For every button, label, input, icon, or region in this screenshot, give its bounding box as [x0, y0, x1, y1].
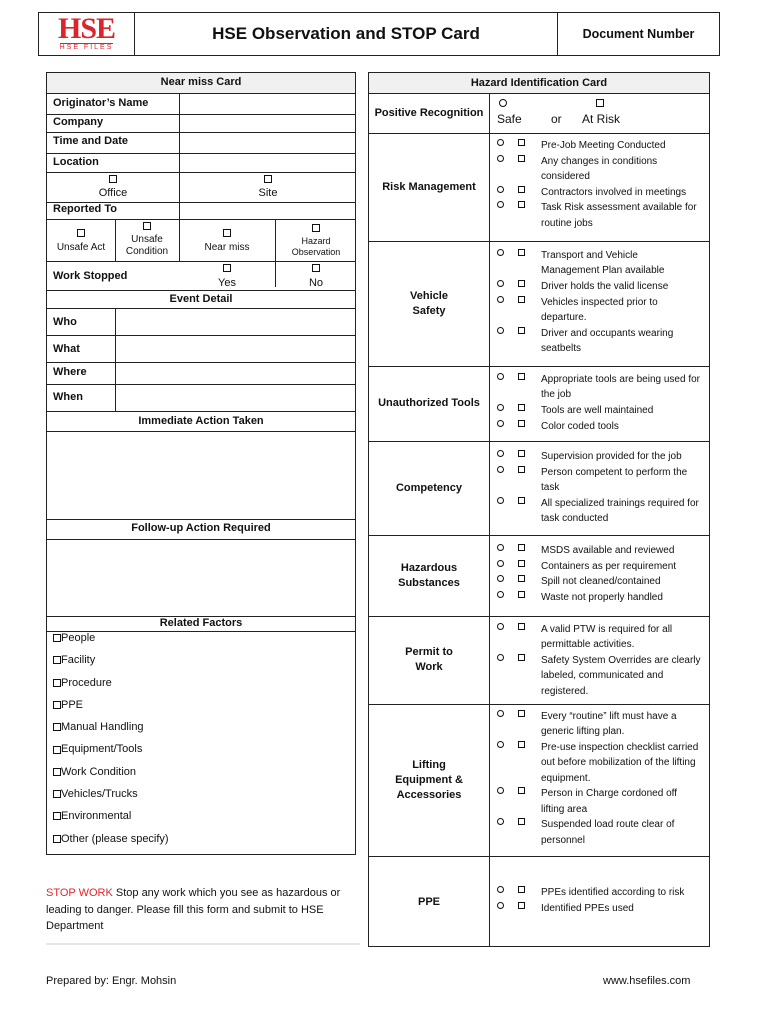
unauthorized-tools-label: Unauthorized Tools [378, 397, 480, 409]
site-label: Site [258, 187, 278, 199]
logo-main-text: HSE [57, 12, 116, 45]
permit-to-work-label: Permit to Work [405, 646, 453, 673]
or-label: or [551, 112, 562, 126]
hazard-item[interactable]: Pre-Job Meeting Conducted [497, 138, 705, 153]
hazard-identification-card [368, 72, 710, 947]
hazard-item[interactable]: Spill not cleaned/contained [497, 574, 705, 589]
hazard-item[interactable]: PPEs identified according to risk [497, 885, 705, 900]
hazard-card-title: Hazard Identification Card [470, 77, 608, 89]
safe-radio[interactable] [499, 97, 507, 110]
hazard-item[interactable]: Waste not properly handled [497, 590, 705, 605]
hazard-item[interactable]: Transport and Vehicle Management Plan available [497, 248, 677, 279]
yes-checkbox[interactable] [179, 262, 275, 275]
hazardous-substances-row [369, 535, 709, 616]
site-checkbox[interactable] [179, 173, 357, 186]
near-miss-checkbox[interactable] [179, 227, 275, 240]
hazard-observation-label: Hazard Observation [291, 236, 341, 257]
factor-item[interactable]: Manual Handling [53, 721, 351, 743]
time-date-field[interactable] [180, 133, 355, 153]
hazard-item[interactable]: Color coded tools [497, 419, 705, 434]
hazard-item[interactable]: Driver and occupants wearing seatbelts [497, 326, 697, 357]
lifting-equipment-label: Lifting Equipment & Accessories [395, 758, 463, 801]
no-label: No [308, 277, 324, 289]
unsafe-condition-label: Unsafe Condition [125, 234, 169, 257]
page-title: HSE Observation and STOP Card [212, 24, 480, 43]
related-factors-list [53, 632, 351, 855]
work-stopped-label: Work Stopped [53, 270, 128, 282]
stop-work-label: STOP WORK [46, 887, 113, 899]
competency-label: Competency [395, 481, 463, 494]
factor-item[interactable]: PPE [53, 699, 351, 721]
reported-to-field[interactable] [180, 203, 355, 219]
hazard-item[interactable]: Suspended load route clear of personnel [497, 817, 697, 848]
hazard-item[interactable]: Vehicles inspected prior to departure. [497, 295, 672, 326]
hazard-item[interactable]: Person in Charge cordoned off lifting area [497, 786, 697, 817]
what-field[interactable] [116, 336, 355, 361]
unsafe-condition-checkbox[interactable] [115, 220, 179, 233]
header [38, 12, 720, 56]
stop-work-text: Stop any work which you see as hazardous or leading to danger. Please fill this form and submit to HSE Department [46, 887, 341, 932]
who-field[interactable] [116, 309, 355, 334]
hazard-item[interactable]: Contractors involved in meetings [497, 185, 705, 200]
divider [46, 943, 360, 945]
unauthorized-tools-row [369, 366, 709, 441]
event-detail-heading: Event Detail [169, 293, 233, 305]
hse-logo [39, 13, 135, 55]
factor-item[interactable]: Vehicles/Trucks [53, 788, 351, 810]
no-checkbox[interactable] [275, 262, 357, 275]
reported-to-label: Reported To [53, 203, 117, 215]
near-miss-label: Near miss [204, 242, 250, 253]
where-field[interactable] [116, 363, 355, 384]
risk-management-row [369, 133, 709, 241]
permit-to-work-row [369, 616, 709, 704]
factor-item[interactable]: Equipment/Tools [53, 743, 351, 765]
where-label: Where [53, 366, 87, 378]
vehicle-safety-label: Vehicle Safety [410, 289, 448, 317]
vehicle-safety-row [369, 241, 709, 366]
prepared-by: Prepared by: Engr. Mohsin [46, 975, 177, 987]
originator-name-label: Originator’s Name [53, 97, 149, 109]
competency-row [369, 441, 709, 535]
hazard-item[interactable]: Tools are well maintained [497, 403, 705, 418]
immediate-action-field[interactable] [48, 432, 354, 518]
website-link[interactable]: www.hsefiles.com [603, 975, 691, 987]
when-label: When [53, 391, 83, 403]
near-miss-title: Near miss Card [160, 76, 242, 88]
hazard-item[interactable]: Identified PPEs used [497, 901, 705, 916]
office-label: Office [98, 187, 128, 199]
location-label: Location [53, 156, 99, 168]
who-label: Who [53, 316, 77, 328]
follow-up-heading: Follow-up Action Required [131, 522, 271, 534]
ppe-label: PPE [417, 895, 440, 908]
logo-sub-text: HSE FILES [59, 44, 114, 51]
document-number-label: Document Number [557, 13, 719, 55]
what-label: What [53, 343, 80, 355]
hazard-item[interactable]: Driver holds the valid license [497, 279, 705, 294]
hazard-item[interactable]: MSDS available and reviewed [497, 543, 705, 558]
hazard-item[interactable]: Person competent to perform the task [497, 465, 707, 496]
immediate-action-heading: Immediate Action Taken [138, 415, 264, 427]
hazardous-substances-label: Hazardous Substances [398, 561, 460, 589]
yes-label: Yes [218, 277, 236, 289]
at-risk-checkbox[interactable] [596, 97, 604, 110]
follow-up-field[interactable] [48, 540, 354, 615]
hazard-item[interactable]: Task Risk assessment available for routine jobs [497, 200, 707, 231]
hazard-item[interactable]: Containers as per requirement [497, 559, 705, 574]
time-date-label: Time and Date [53, 135, 128, 147]
unsafe-act-checkbox[interactable] [47, 227, 115, 240]
factor-item[interactable]: Facility [53, 654, 351, 676]
safe-label: Safe [497, 112, 522, 126]
company-label: Company [53, 116, 104, 128]
factor-item[interactable]: Other (please specify) [53, 833, 351, 855]
hazard-item[interactable]: Appropriate tools are being used for the job [497, 372, 707, 403]
office-checkbox[interactable] [47, 173, 179, 186]
hazard-item[interactable]: Every “routine” lift must have a generic lifting plan. [497, 709, 707, 740]
positive-recognition-label: Positive Recognition [374, 106, 484, 119]
hazard-observation-checkbox[interactable] [275, 222, 357, 235]
hazard-item[interactable]: Supervision provided for the job [497, 449, 705, 464]
hazard-item[interactable]: All specialized trainings required for task conducted [497, 496, 707, 527]
risk-management-label: Risk Management [382, 180, 476, 193]
location-field[interactable] [180, 154, 355, 172]
originator-name-field[interactable] [180, 94, 355, 114]
factor-item[interactable]: People [53, 632, 351, 654]
factor-item[interactable]: Work Condition [53, 766, 351, 788]
hazard-item[interactable]: Pre-use inspection checklist carried out before mobilization of the lifting equipment. [497, 740, 711, 786]
hazard-item[interactable]: A valid PTW is required for all permittable activities. [497, 622, 687, 653]
hazard-item[interactable]: Safety System Overrides are clearly labeled, communicated and registered. [497, 653, 707, 699]
unsafe-act-label: Unsafe Act [56, 242, 106, 253]
hazard-item[interactable]: Any changes in conditions considered [497, 154, 672, 185]
when-field[interactable] [116, 385, 355, 410]
related-factors-heading: Related Factors [159, 617, 243, 629]
near-miss-card [46, 72, 356, 855]
positive-recognition-row [369, 93, 709, 133]
lifting-equipment-row [369, 704, 709, 856]
company-field[interactable] [180, 115, 355, 132]
ppe-row [369, 856, 709, 948]
factor-item[interactable]: Procedure [53, 677, 351, 699]
at-risk-label: At Risk [582, 112, 621, 126]
stop-work-notice [46, 885, 360, 935]
factor-item[interactable]: Environmental [53, 810, 351, 832]
